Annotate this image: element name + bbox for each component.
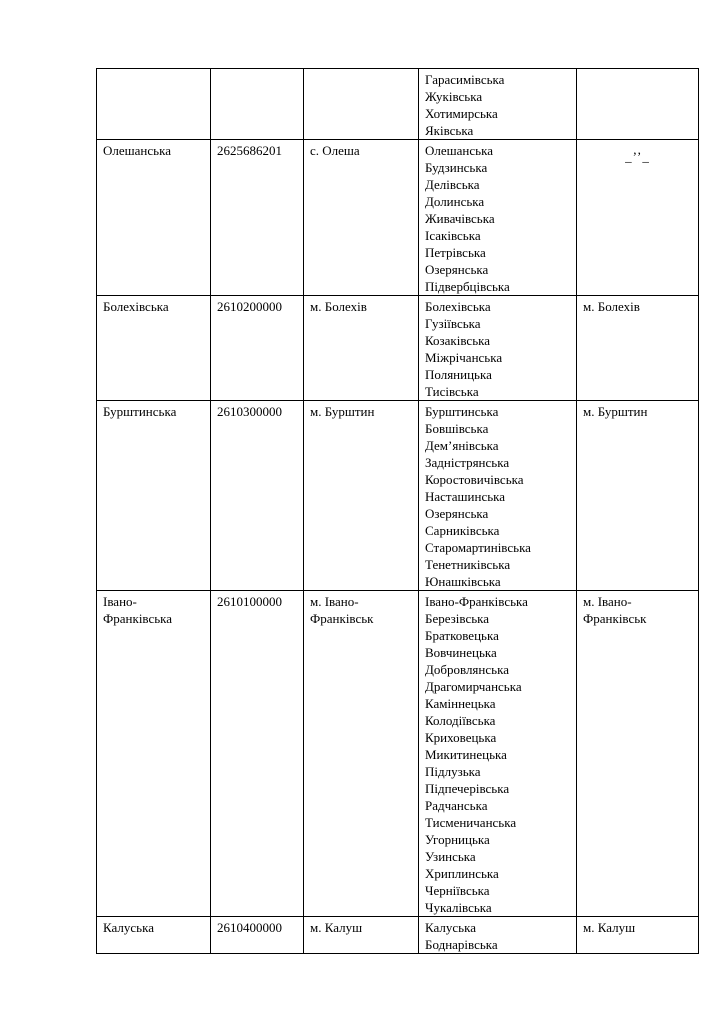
table-row (97, 296, 699, 401)
village-name: Старомартинівська (425, 540, 531, 555)
council-cell: м. Болехів (577, 296, 699, 401)
center-cell (304, 69, 419, 140)
village-name: Міжрічанська (425, 350, 503, 365)
village-name: Будзинська (425, 160, 488, 175)
village-name: Хриплинська (425, 866, 499, 881)
table-row (97, 69, 699, 140)
table-body (97, 69, 699, 954)
code-cell (211, 69, 304, 140)
village-name: Вовчинецька (425, 645, 497, 660)
villages-cell (419, 296, 577, 401)
table-row (97, 917, 699, 954)
council-cell (577, 69, 699, 140)
village-name: Гузіївська (425, 316, 481, 331)
village-name: Колодіївська (425, 713, 496, 728)
council-cell: м. Івано-Франківськ (577, 591, 699, 917)
village-name: Юнашківська (425, 574, 501, 589)
center-cell: м. Івано-Франківськ (304, 591, 419, 917)
code-cell: 2610100000 (211, 591, 304, 917)
village-name: Тенетниківська (425, 557, 511, 572)
council-cell (577, 140, 699, 296)
village-name: Радчанська (425, 798, 488, 813)
code-cell: 2610400000 (211, 917, 304, 954)
villages-cell (419, 401, 577, 591)
community-cell: Бурштинська (97, 401, 211, 591)
village-name: Братковецька (425, 628, 499, 643)
village-name: Бурштинська (425, 404, 499, 419)
village-name: Тисменичанська (425, 815, 517, 830)
villages-cell (419, 69, 577, 140)
villages-cell (419, 917, 577, 954)
village-name: Делівська (425, 177, 480, 192)
table-row (97, 591, 699, 917)
village-name: Сарниківська (425, 523, 500, 538)
villages-cell (419, 591, 577, 917)
village-name: Каміннецька (425, 696, 496, 711)
village-name: Узинська (425, 849, 476, 864)
council-cell: м. Калуш (577, 917, 699, 954)
village-name: Березівська (425, 611, 490, 626)
center-cell: м. Бурштин (304, 401, 419, 591)
village-name: Насташинська (425, 489, 506, 504)
community-cell: Івано-Франківська (97, 591, 211, 917)
center-cell: м. Болехів (304, 296, 419, 401)
village-name: Чукалівська (425, 900, 492, 915)
table-row (97, 401, 699, 591)
community-cell: Олешанська (97, 140, 211, 296)
village-name: Яківська (425, 123, 474, 138)
code-cell: 2610300000 (211, 401, 304, 591)
center-cell: м. Калуш (304, 917, 419, 954)
village-name: Калуська (425, 920, 476, 935)
village-name: Дем’янівська (425, 438, 499, 453)
village-name: Олешанська (425, 143, 493, 158)
communities-table (96, 68, 699, 954)
community-cell (97, 69, 211, 140)
village-name: Боднарівська (425, 937, 498, 952)
village-name: Живачівська (425, 211, 495, 226)
village-name: Драгомирчанська (425, 679, 522, 694)
village-name: Задністрянська (425, 455, 510, 470)
code-cell: 2610200000 (211, 296, 304, 401)
village-name: Підпечерівська (425, 781, 510, 796)
village-name: Козаківська (425, 333, 491, 348)
village-name: Криховецька (425, 730, 497, 745)
table-row (97, 140, 699, 296)
village-name: Озерянська (425, 506, 489, 521)
village-name: Хотимирська (425, 106, 498, 121)
village-name: Петрівська (425, 245, 486, 260)
code-cell: 2625686201 (211, 140, 304, 296)
village-name: Жуківська (425, 89, 483, 104)
council-cell: м. Бурштин (577, 401, 699, 591)
village-name: Підвербцівська (425, 279, 510, 294)
community-cell: Болехівська (97, 296, 211, 401)
village-name: Озерянська (425, 262, 489, 277)
village-name: Тисівська (425, 384, 479, 399)
village-name: Коростовичівська (425, 472, 524, 487)
village-name: Ісаківська (425, 228, 481, 243)
village-name: Добровлянська (425, 662, 509, 677)
village-name: Угорницька (425, 832, 490, 847)
ditto-mark: _’’_ (625, 149, 650, 164)
village-name: Долинська (425, 194, 485, 209)
village-name: Гарасимівська (425, 72, 505, 87)
community-cell: Калуська (97, 917, 211, 954)
villages-cell (419, 140, 577, 296)
village-name: Болехівська (425, 299, 491, 314)
village-name: Бовшівська (425, 421, 489, 436)
village-name: Поляницька (425, 367, 492, 382)
village-name: Микитинецька (425, 747, 507, 762)
village-name: Івано-Франківська (425, 594, 528, 609)
village-name: Підлузька (425, 764, 481, 779)
center-cell: с. Олеша (304, 140, 419, 296)
village-name: Черніївська (425, 883, 490, 898)
